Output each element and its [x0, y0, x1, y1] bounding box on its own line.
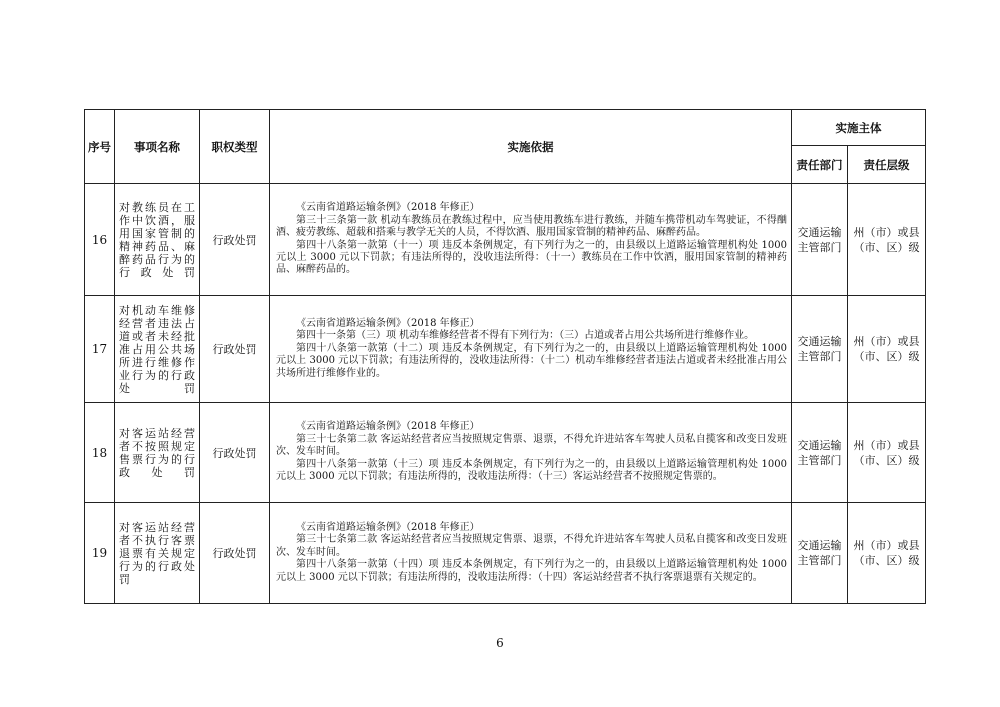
basis-paragraph: 《云南省道路运输条例》（2018 年修正）	[296, 317, 480, 329]
legal-basis	[270, 184, 792, 296]
header-type: 职权类型	[200, 110, 270, 184]
basis-paragraph: 第四十八条第一款第（十二）项 违反本条例规定，有下列行为之一的，由县级以上道路运输管理机构处 1000 元以上 3000 元以下罚款；有违法所得的，没收违法所得：（十二）机动车维修经营者违法占道或者未经批准占用公共场所进行维修作业的。	[276, 342, 787, 379]
basis-paragraph: 《云南省道路运输条例》（2018 年修正）	[296, 421, 480, 433]
legal-basis	[270, 503, 792, 604]
page-number: 6	[496, 636, 504, 650]
row-number: 18	[85, 403, 115, 503]
table-row	[85, 503, 926, 604]
legal-basis	[270, 296, 792, 403]
responsible-dept: 交通运输主管部门	[792, 503, 848, 604]
responsible-level: 州（市）或县（市、区）级	[848, 296, 926, 403]
legal-basis	[270, 403, 792, 503]
responsible-level: 州（市）或县（市、区）级	[848, 403, 926, 503]
authority-type: 行政处罚	[200, 296, 270, 403]
table-row	[85, 184, 926, 296]
header-dept: 责任部门	[792, 146, 848, 184]
basis-paragraph: 第四十八条第一款第（十三）项 违反本条例规定，有下列行为之一的，由县级以上道路运输管理机构处 1000 元以上 3000 元以下罚款；有违法所得的，没收违法所得：（十三）客运站经营者不按照规定售票的。	[276, 458, 787, 483]
responsible-dept: 交通运输主管部门	[792, 296, 848, 403]
responsible-level: 州（市）或县（市、区）级	[848, 184, 926, 296]
responsible-dept: 交通运输主管部门	[792, 184, 848, 296]
table-row	[85, 403, 926, 503]
basis-paragraph: 《云南省道路运输条例》（2018 年修正）	[296, 202, 480, 214]
authority-type: 行政处罚	[200, 184, 270, 296]
basis-paragraph: 第四十一条第（三）项 机动车维修经营者不得有下列行为：（三）占道或者占用公共场所进行维修作业。	[296, 330, 755, 342]
matter-name: 对教练员在工作中饮酒，服用国家管制的精神药品、麻醉药品行为的行政处罚	[115, 184, 200, 296]
header-name: 事项名称	[115, 110, 200, 184]
header-subject: 实施主体	[792, 110, 926, 146]
header-basis: 实施依据	[270, 110, 792, 184]
matters-table	[84, 109, 926, 604]
basis-paragraph: 第三十三条第一款 机动车教练员在教练过程中，应当使用教练车进行教练，并随车携带机动车驾驶证，不得酗酒、疲劳教练、超载和搭乘与教学无关的人员，不得饮酒、服用国家管制的精神药品、麻醉药品。	[276, 214, 787, 239]
basis-paragraph: 第四十八条第一款第（十四）项 违反本条例规定，有下列行为之一的，由县级以上道路运输管理机构处 1000 元以上 3000 元以下罚款；有违法所得的，没收违法所得：（十四）客运站经营者不执行客票退票有关规定的。	[276, 559, 787, 583]
basis-paragraph: 第四十八条第一款第（十一）项 违反本条例规定，有下列行为之一的，由县级以上道路运输管理机构处 1000 元以上 3000 元以下罚款；有违法所得的，没收违法所得：（十一）教练员在工作中饮酒，服用国家管制的精神药品、麻醉药品的。	[276, 239, 787, 276]
responsible-level: 州（市）或县（市、区）级	[848, 503, 926, 604]
header-no: 序号	[85, 110, 115, 184]
table-row	[85, 296, 926, 403]
authority-type: 行政处罚	[200, 403, 270, 503]
matter-name: 对客运站经营者不按照规定售票行为的行政处罚	[115, 403, 200, 503]
row-number: 16	[85, 184, 115, 296]
row-number: 17	[85, 296, 115, 403]
basis-paragraph: 《云南省道路运输条例》（2018 年修正）	[296, 521, 480, 533]
matter-name: 对机动车维修经营者违法占道或者未经批准占用公共场所进行维修作业行为的行政处罚	[115, 296, 200, 403]
basis-paragraph: 第三十七条第二款 客运站经营者应当按照规定售票、退票，不得允许进站客车驾驶人员私自揽客和改变日发班次、发车时间。	[276, 433, 787, 458]
authority-type: 行政处罚	[200, 503, 270, 604]
header-level: 责任层级	[848, 146, 926, 184]
basis-paragraph: 第三十七条第二款 客运站经营者应当按照规定售票、退票，不得允许进站客车驾驶人员私自揽客和改变日发班次、发车时间。	[276, 534, 787, 558]
responsible-dept: 交通运输主管部门	[792, 403, 848, 503]
matter-name: 对客运站经营者不执行客票退票有关规定行为的行政处罚	[115, 503, 200, 604]
row-number: 19	[85, 503, 115, 604]
